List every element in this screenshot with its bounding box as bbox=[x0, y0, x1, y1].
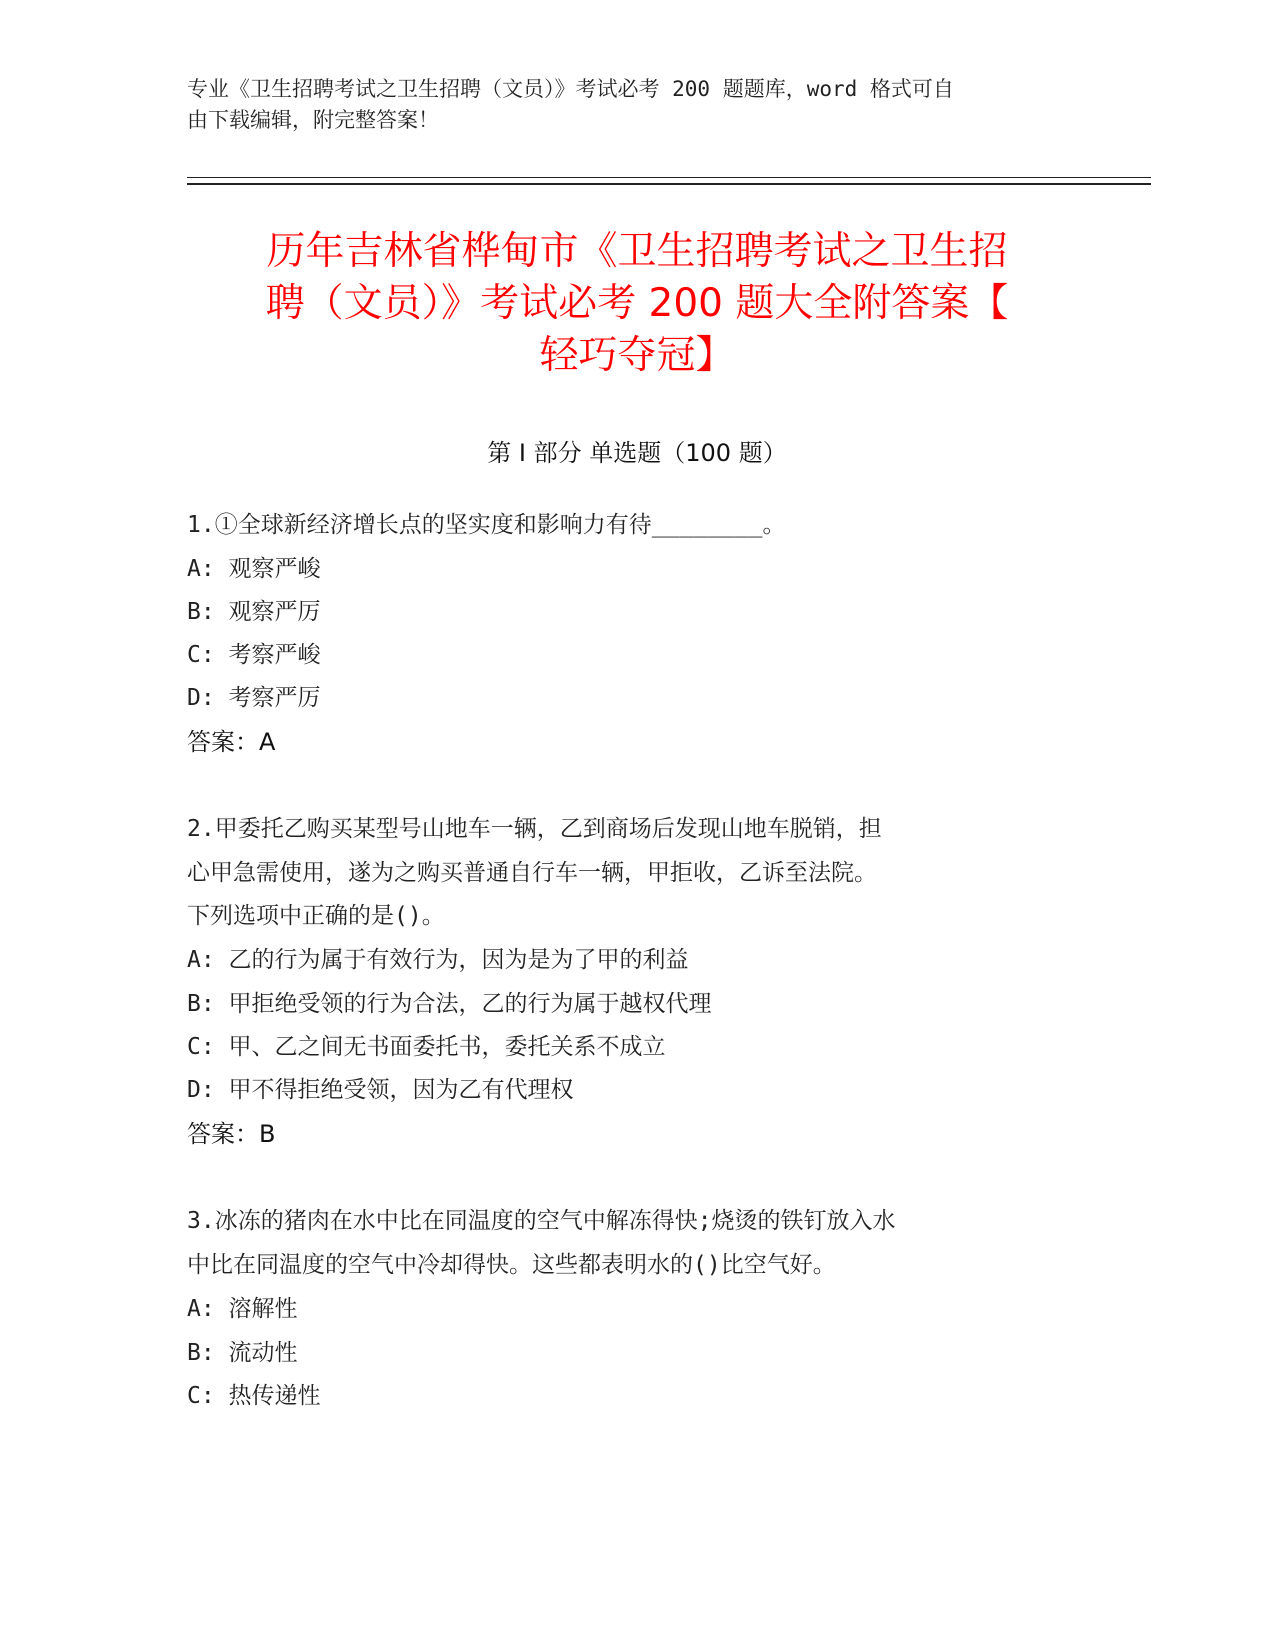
title-line: 聘（文员）》考试必考 200 题大全附答案【 bbox=[265, 281, 1009, 326]
option-a: A: 观察严峻 bbox=[187, 556, 321, 582]
option-a: A: 溶解性 bbox=[187, 1296, 298, 1322]
option-d: D: 甲不得拒绝受领，因为乙有代理权 bbox=[187, 1077, 574, 1103]
option-d: D: 考察严厉 bbox=[187, 685, 321, 711]
question-stem: 中比在同温度的空气中冷却得快。这些都表明水的()比空气好。 bbox=[187, 1252, 836, 1278]
header-note-line: 由下载编辑，附完整答案！ bbox=[187, 108, 439, 132]
option-c: C: 考察严峻 bbox=[187, 642, 321, 668]
question-stem: 下列选项中正确的是()。 bbox=[187, 903, 445, 929]
option-c: C: 热传递性 bbox=[187, 1383, 321, 1409]
option-c: C: 甲、乙之间无书面委托书，委托关系不成立 bbox=[187, 1034, 666, 1060]
option-b: B: 流动性 bbox=[187, 1340, 298, 1366]
option-b: B: 甲拒绝受领的行为合法，乙的行为属于越权代理 bbox=[187, 991, 712, 1017]
question-stem: 1.①全球新经济增长点的坚实度和影响力有待________。 bbox=[187, 512, 786, 538]
title-line: 历年吉林省桦甸市《卫生招聘考试之卫生招 bbox=[266, 229, 1008, 274]
question-stem: 2.甲委托乙购买某型号山地车一辆，乙到商场后发现山地车脱销，担 bbox=[187, 816, 882, 842]
option-b: B: 观察严厉 bbox=[187, 599, 321, 625]
title-line: 轻巧夺冠】 bbox=[539, 333, 735, 378]
option-a: A: 乙的行为属于有效行为，因为是为了甲的利益 bbox=[187, 947, 689, 973]
question-stem: 心甲急需使用，遂为之购买普通自行车一辆，甲拒收，乙诉至法院。 bbox=[187, 860, 877, 886]
document-title bbox=[187, 226, 1087, 382]
answer: 答案：A bbox=[187, 728, 276, 756]
header-note bbox=[187, 74, 1067, 136]
section-title: 第 I 部分 单选题（100 题） bbox=[487, 439, 787, 467]
header-divider bbox=[187, 183, 1151, 185]
answer: 答案：B bbox=[187, 1120, 276, 1148]
header-divider bbox=[187, 177, 1151, 178]
header-note-line: 专业《卫生招聘考试之卫生招聘（文员）》考试必考 200 题题库，word 格式可自 bbox=[187, 77, 954, 101]
question-stem: 3.冰冻的猪肉在水中比在同温度的空气中解冻得快;烧烫的铁钉放入水 bbox=[187, 1208, 896, 1234]
